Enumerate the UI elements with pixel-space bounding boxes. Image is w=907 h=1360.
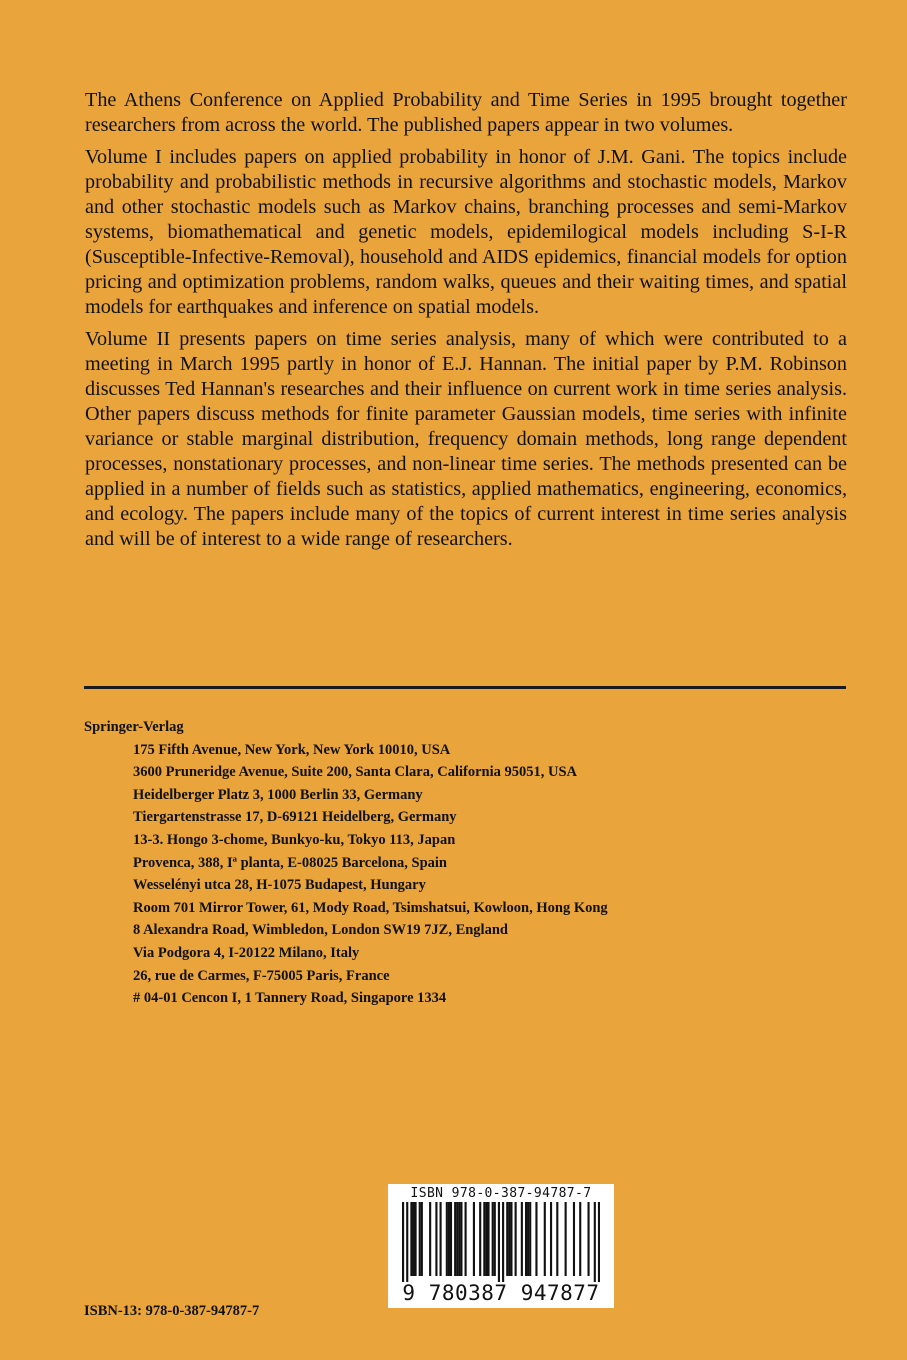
barcode-bar [494, 1202, 496, 1276]
address-budapest: Wesselényi utca 28, H-1075 Budapest, Hungary [133, 877, 426, 894]
barcode-bar [510, 1202, 512, 1276]
barcode-bar [598, 1202, 600, 1282]
barcode-bar [406, 1202, 408, 1282]
barcode-bar [525, 1202, 527, 1276]
publisher-address-list [84, 739, 844, 1010]
barcode-bar [556, 1202, 558, 1276]
barcode-bar [483, 1202, 485, 1276]
publisher-block [84, 716, 844, 1010]
horizontal-divider [84, 686, 846, 689]
barcode-bar [410, 1202, 412, 1276]
barcode-bar [492, 1202, 494, 1276]
barcode-bar [502, 1202, 504, 1282]
barcode-bar [521, 1202, 523, 1276]
back-cover-blurb [85, 88, 847, 559]
publisher-name: Springer-Verlag [84, 719, 184, 735]
barcode-bar [479, 1202, 481, 1276]
blurb-paragraph-3: Volume II presents papers on time series analysis, many of which were contributed to a meeting in March 1995 partly in honor of E.J. Hannan. The initial paper by P.M. Robinson discusses Ted Hannan's researches and their influence on current work in time series analysis. Other papers discuss methods for finite parameter Gaussian models, time series with infinite variance or stable marginal distribution, frequency domain methods, long range dependent processes, nonstationary processes, and non-linear time series. The methods presented can be applied in a number of fields such as statistics, applied mathematics, engineering, economics, and ecology. The papers include many of the topics of current interest in time series analysis and will be of interest to a wide range of researchers. [85, 328, 847, 550]
barcode-bar [594, 1202, 596, 1282]
barcode-bar [465, 1202, 467, 1276]
address-hong-kong: Room 701 Mirror Tower, 61, Mody Road, Tsimshatsui, Kowloon, Hong Kong [133, 899, 608, 916]
barcode-bar [473, 1202, 475, 1276]
barcode-bar [515, 1202, 517, 1276]
barcode-bar [579, 1202, 581, 1276]
barcode-bar [415, 1202, 417, 1276]
barcode-bar [456, 1202, 458, 1276]
barcode-bar [535, 1202, 537, 1276]
barcode-bar [435, 1202, 437, 1276]
address-singapore: # 04-01 Cencon I, 1 Tannery Road, Singapore 1334 [133, 990, 447, 1007]
address-milano: Via Podgora 4, I-20122 Milano, Italy [133, 944, 360, 961]
barcode-bar [527, 1202, 529, 1276]
barcode-bar [506, 1202, 508, 1276]
barcode-bar [402, 1202, 404, 1282]
barcode-bar [440, 1202, 442, 1276]
barcode-bar [454, 1202, 456, 1276]
blurb-paragraph-1: The Athens Conference on Applied Probability and Time Series in 1995 brought together researchers from across the world. The published papers appear in two volumes. [85, 89, 847, 136]
barcode-bar [419, 1202, 421, 1276]
barcode-bar [498, 1202, 500, 1282]
barcode-bar [421, 1202, 423, 1276]
address-santa-clara: 3600 Pruneridge Avenue, Suite 200, Santa Clara, California 95051, USA [133, 764, 577, 781]
barcode-bar [412, 1202, 414, 1276]
barcode-bar [450, 1202, 452, 1276]
address-paris: 26, rue de Carmes, F-75005 Paris, France [133, 967, 390, 984]
barcode-isbn-label: ISBN 978-0-387-94787-7 [410, 1186, 592, 1201]
barcode-bar [429, 1202, 431, 1276]
barcode-bar [573, 1202, 575, 1276]
barcode-bar [587, 1202, 589, 1276]
barcode-bars [402, 1202, 600, 1282]
barcode-bar [458, 1202, 460, 1276]
address-berlin: Heidelberger Platz 3, 1000 Berlin 33, Germany [133, 786, 423, 803]
barcode-bar [550, 1202, 552, 1276]
address-barcelona: Provenca, 388, Iª planta, E-08025 Barcelona, Spain [133, 854, 447, 871]
address-tokyo: 13-3. Hongo 3-chome, Bunkyo-ku, Tokyo 113, Japan [133, 831, 456, 848]
barcode-bar [565, 1202, 567, 1276]
barcode-bar [448, 1202, 450, 1276]
address-heidelberg: Tiergartenstrasse 17, D-69121 Heidelberg, Germany [133, 809, 457, 826]
barcode-bar [508, 1202, 510, 1276]
blurb-paragraph-2: Volume I includes papers on applied probability in honor of J.M. Gani. The topics include probability and probabilistic methods in recursive algorithms and stochastic models, Markov and other stochastic models such as Markov chains, branching processes and semi-Markov systems, biomathematical and genetic models, epidemilogical models including S-I-R (Susceptible-Infective-Removal), household and AIDS epidemics, financial models for option pricing and optimization problems, random walks, queues and their waiting times, and spatial models for earthquakes and inference on spatial models. [85, 146, 847, 318]
address-new-york: 175 Fifth Avenue, New York, New York 10010, USA [133, 741, 451, 758]
barcode-bar [544, 1202, 546, 1276]
barcode-bar [529, 1202, 531, 1276]
barcode-digits: 9 780387 947877 [402, 1281, 600, 1305]
address-london: 8 Alexandra Road, Wimbledon, London SW19 7JZ, England [133, 922, 508, 939]
barcode-bar [460, 1202, 462, 1276]
barcode-bar [485, 1202, 487, 1276]
isbn-barcode [388, 1184, 614, 1308]
barcode-bar [446, 1202, 448, 1276]
barcode-bar [487, 1202, 489, 1276]
isbn-13-text: ISBN-13: 978-0-387-94787-7 [84, 1303, 260, 1319]
